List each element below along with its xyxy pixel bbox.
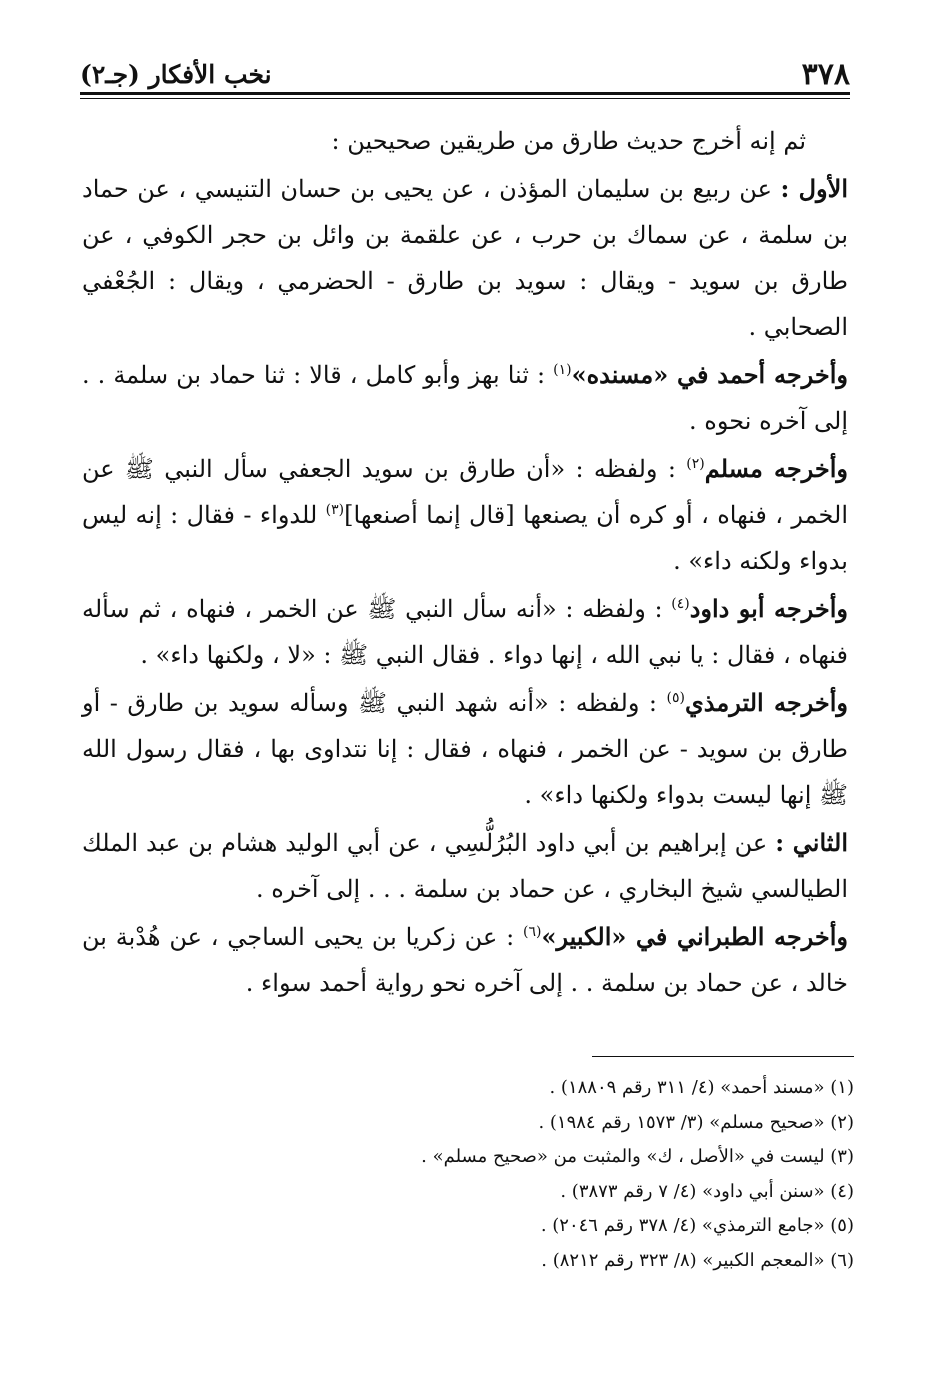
footnote-ref[interactable]: (٤) bbox=[671, 596, 690, 612]
footnote-ref[interactable]: (٦) bbox=[522, 924, 542, 940]
paragraph-lead: وأخرجه الترمذي bbox=[685, 688, 848, 717]
paragraph-text: : ولفظه : «أنه شهد النبي ﷺ وسأله سويد بن طارق - أو طارق بن سويد - عن الخمر ، فنهاه ، فقال : إنا نتداوى بها ، فقال رسول الله ﷺ إنها ليست بدواء ولكنها داء» . bbox=[82, 689, 848, 809]
running-title: نخب الأفكار (جـ٢) bbox=[80, 60, 272, 89]
paragraph-tabarani bbox=[82, 914, 848, 1006]
paragraph-abu-dawud bbox=[82, 586, 848, 678]
paragraph-first-route bbox=[82, 166, 848, 350]
footnote-item: (٣) ليست في «الأصل ، ك» والمثبت من «صحيح مسلم» . bbox=[421, 1146, 854, 1167]
paragraph-text: عن إبراهيم بن أبي داود البُرُلُّسِي ، عن أبي الوليد هشام بن عبد الملك الطيالسي شيخ البخاري ، عن حماد بن سلمة . . . إلى آخره . bbox=[82, 829, 848, 903]
footnote-divider bbox=[592, 1056, 854, 1057]
paragraph-text: : عن زكريا بن يحيى الساجي ، عن هُدْبة بن خالد ، عن حماد بن سلمة . . إلى آخره نحو رواية أحمد سواء . bbox=[82, 923, 848, 997]
footnote-ref[interactable]: (٥) bbox=[666, 690, 685, 706]
paragraph-ahmad bbox=[82, 352, 848, 444]
paragraph-lead: وأخرجه الطبراني في «الكبير» bbox=[541, 922, 849, 951]
paragraph-text: للدواء - فقال : إنه ليس بدواء ولكنه داء» . bbox=[82, 501, 848, 575]
paragraph-text: : ولفظه : «أنه سأل النبي ﷺ عن الخمر ، فنهاه ، ثم سأله فنهاه ، فقال : يا نبي الله ، إنها دواء . فقال النبي ﷺ : «لا ، ولكنها داء» . bbox=[82, 595, 848, 669]
header-rule-thick bbox=[80, 92, 850, 95]
paragraph-lead: وأخرجه أحمد في «مسنده» bbox=[571, 360, 849, 389]
page-number: ٣٧٨ bbox=[801, 57, 850, 92]
paragraph-lead: الأول : bbox=[780, 174, 849, 203]
header-rule-thin bbox=[80, 98, 850, 99]
paragraph-text: : ثنا بهز وأبو كامل ، قالا : ثنا حماد بن سلمة . . إلى آخره نحوه . bbox=[82, 361, 848, 435]
page-header bbox=[80, 52, 850, 92]
footnote-item: (٦) «المعجم الكبير» (٨/ ٣٢٣ رقم ٨٢١٢) . bbox=[541, 1249, 854, 1271]
footnote-item: (٢) «صحيح مسلم» (٣/ ١٥٧٣ رقم ١٩٨٤) . bbox=[538, 1111, 854, 1133]
footnote-ref[interactable]: (١) bbox=[553, 362, 572, 378]
paragraph-second-route bbox=[82, 820, 848, 912]
footnote-item: (١) «مسند أحمد» (٤/ ٣١١ رقم ١٨٨٠٩) . bbox=[549, 1077, 854, 1098]
main-text bbox=[82, 118, 848, 1008]
paragraph-text: : ولفظه : «أن طارق بن سويد الجعفي سأل النبي ﷺ عن الخمر ، فنهاه ، أو كره أن يصنعها [قال إنما أصنعها] bbox=[82, 455, 848, 529]
intro-paragraph: ثم إنه أخرج حديث طارق من طريقين صحيحين : bbox=[331, 127, 806, 155]
footnote-ref[interactable]: (٢) bbox=[686, 456, 705, 472]
paragraph-text: عن ربيع بن سليمان المؤذن ، عن يحيى بن حسان التنيسي ، عن حماد بن سلمة ، عن سماك بن حرب ، عن علقمة بن وائل بن حجر الكوفي ، عن طارق بن سويد - ويقال : سويد بن طارق - الحضرمي ، ويقال : الجُعْفي الصحابي . bbox=[82, 175, 848, 341]
paragraph-lead: وأخرجه مسلم bbox=[704, 454, 849, 483]
footnote-item: (٥) «جامع الترمذي» (٤/ ٣٧٨ رقم ٢٠٤٦) . bbox=[540, 1215, 854, 1236]
paragraph-lead: الثاني : bbox=[775, 828, 848, 857]
footnote-item: (٤) «سنن أبي داود» (٤/ ٧ رقم ٣٨٧٣) . bbox=[560, 1180, 854, 1202]
paragraph-lead: وأخرجه أبو داود bbox=[689, 594, 848, 623]
footnotes bbox=[154, 1071, 854, 1278]
paragraph-muslim bbox=[82, 446, 848, 584]
paragraph-tirmidhi bbox=[82, 680, 848, 818]
footnote-ref[interactable]: (٣) bbox=[325, 502, 345, 518]
